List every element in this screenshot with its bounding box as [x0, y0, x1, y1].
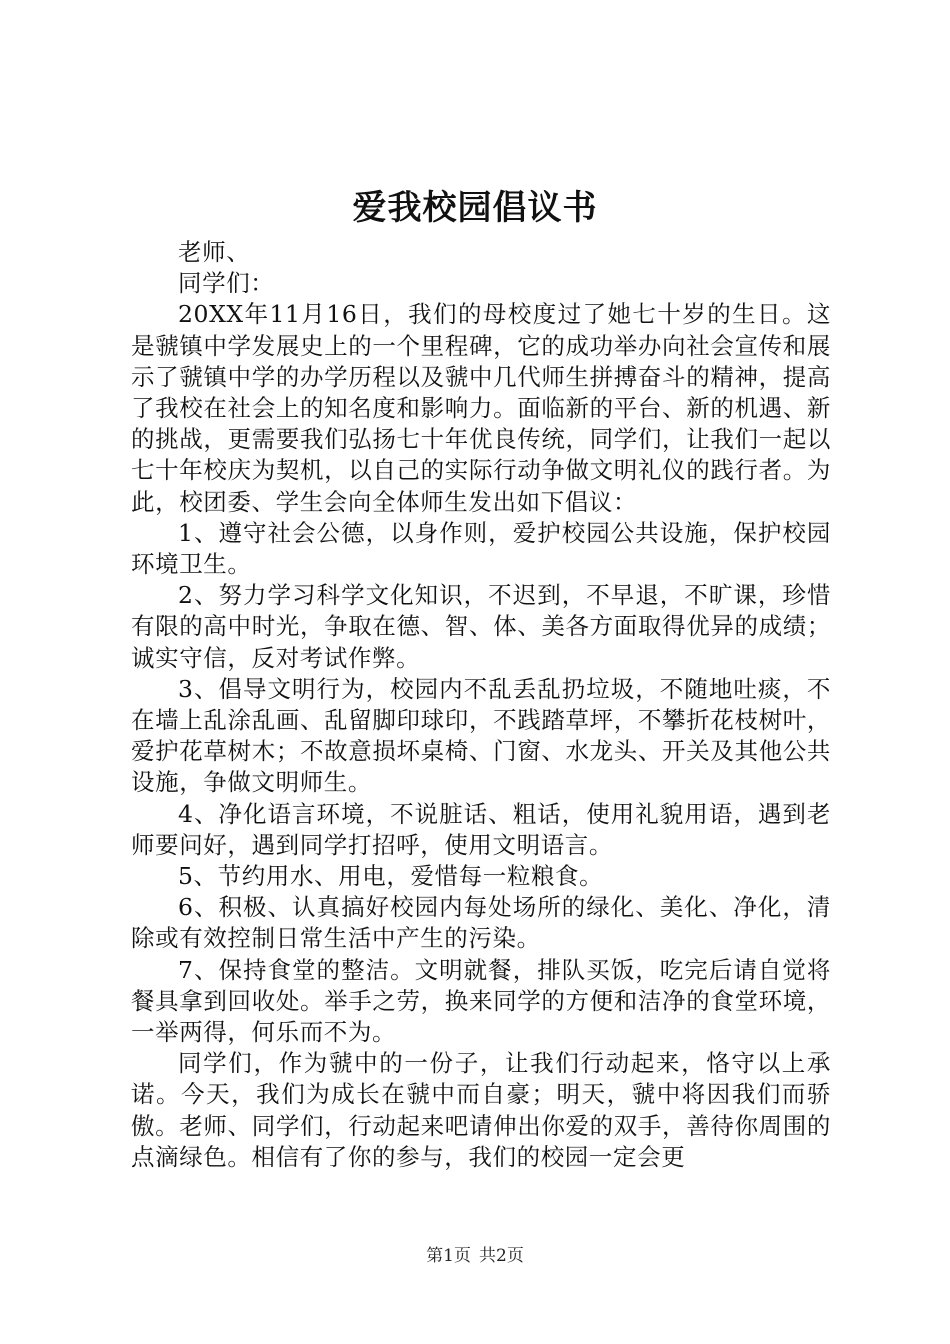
document-title: 爱我校园倡议书: [352, 188, 598, 228]
proposal-item-2: 2、努力学习科学文化知识，不迟到，不早退，不旷课，珍惜有限的高中时光，争取在德、智、体、美各方面取得优异的成绩；诚实守信，反对考试作弊。: [131, 581, 831, 672]
page-total: 共2页: [479, 1246, 524, 1266]
proposal-item-1: 1、遵守社会公德，以身作则，爱护校园公共设施，保护校园环境卫生。: [131, 518, 831, 579]
proposal-item-4: 4、净化语言环境，不说脏话、粗话，使用礼貌用语，遇到老师要问好，遇到同学打招呼，使用文明语言。: [131, 799, 831, 859]
salutation-teachers: 老师、: [178, 238, 251, 266]
paragraph-closing: 同学们，作为虢中的一份子，让我们行动起来，恪守以上承诺。今天，我们为成长在虢中而自豪；明天，虢中将因我们而骄傲。老师、同学们，行动起来吧请伸出你爱的双手，善待你周围的点滴绿色。相信有了你的参与，我们的校园一定会更: [131, 1049, 831, 1171]
salutation-students: 同学们：: [178, 269, 275, 298]
proposal-item-6: 6、积极、认真搞好校园内每处场所的绿化、美化、净化，清除或有效控制日常生活中产生的污染。: [131, 893, 831, 953]
paragraph-intro: 20XX年11月16日，我们的母校度过了她七十岁的生日。这是虢镇中学发展史上的一个里程碑，它的成功举办向社会宣传和展示了虢镇中学的办学历程以及虢中几代师生拼搏奋斗的精神，提高了我校在社会上的知名度和影响力。面临新的平台、新的机遇、新的挑战，更需要我们弘扬七十年优良传统，同学们，让我们一起以七十年校庆为契机，以自己的实际行动争做文明礼仪的践行者。为此，校团委、学生会向全体师生发出如下倡议：: [131, 300, 831, 516]
proposal-item-5: 5、节约用水、用电，爱惜每一粒粮食。: [178, 862, 604, 891]
proposal-item-3: 3、倡导文明行为，校园内不乱丢乱扔垃圾，不随地吐痰，不在墙上乱涂乱画、乱留脚印球印，不践踏草坪，不攀折花枝树叶，爱护花草树木；不故意损坏桌椅、门窗、水龙头、开关及其他公共设施，争做文明师生。: [131, 674, 831, 797]
page-number: 第1页: [426, 1246, 471, 1266]
page-footer: [0, 1245, 950, 1267]
proposal-item-7: 7、保持食堂的整洁。文明就餐，排队买饭，吃完后请自觉将餐具拿到回收处。举手之劳，换来同学的方便和洁净的食堂环境，一举两得，何乐而不为。: [131, 955, 831, 1047]
document-body: [131, 237, 831, 1173]
